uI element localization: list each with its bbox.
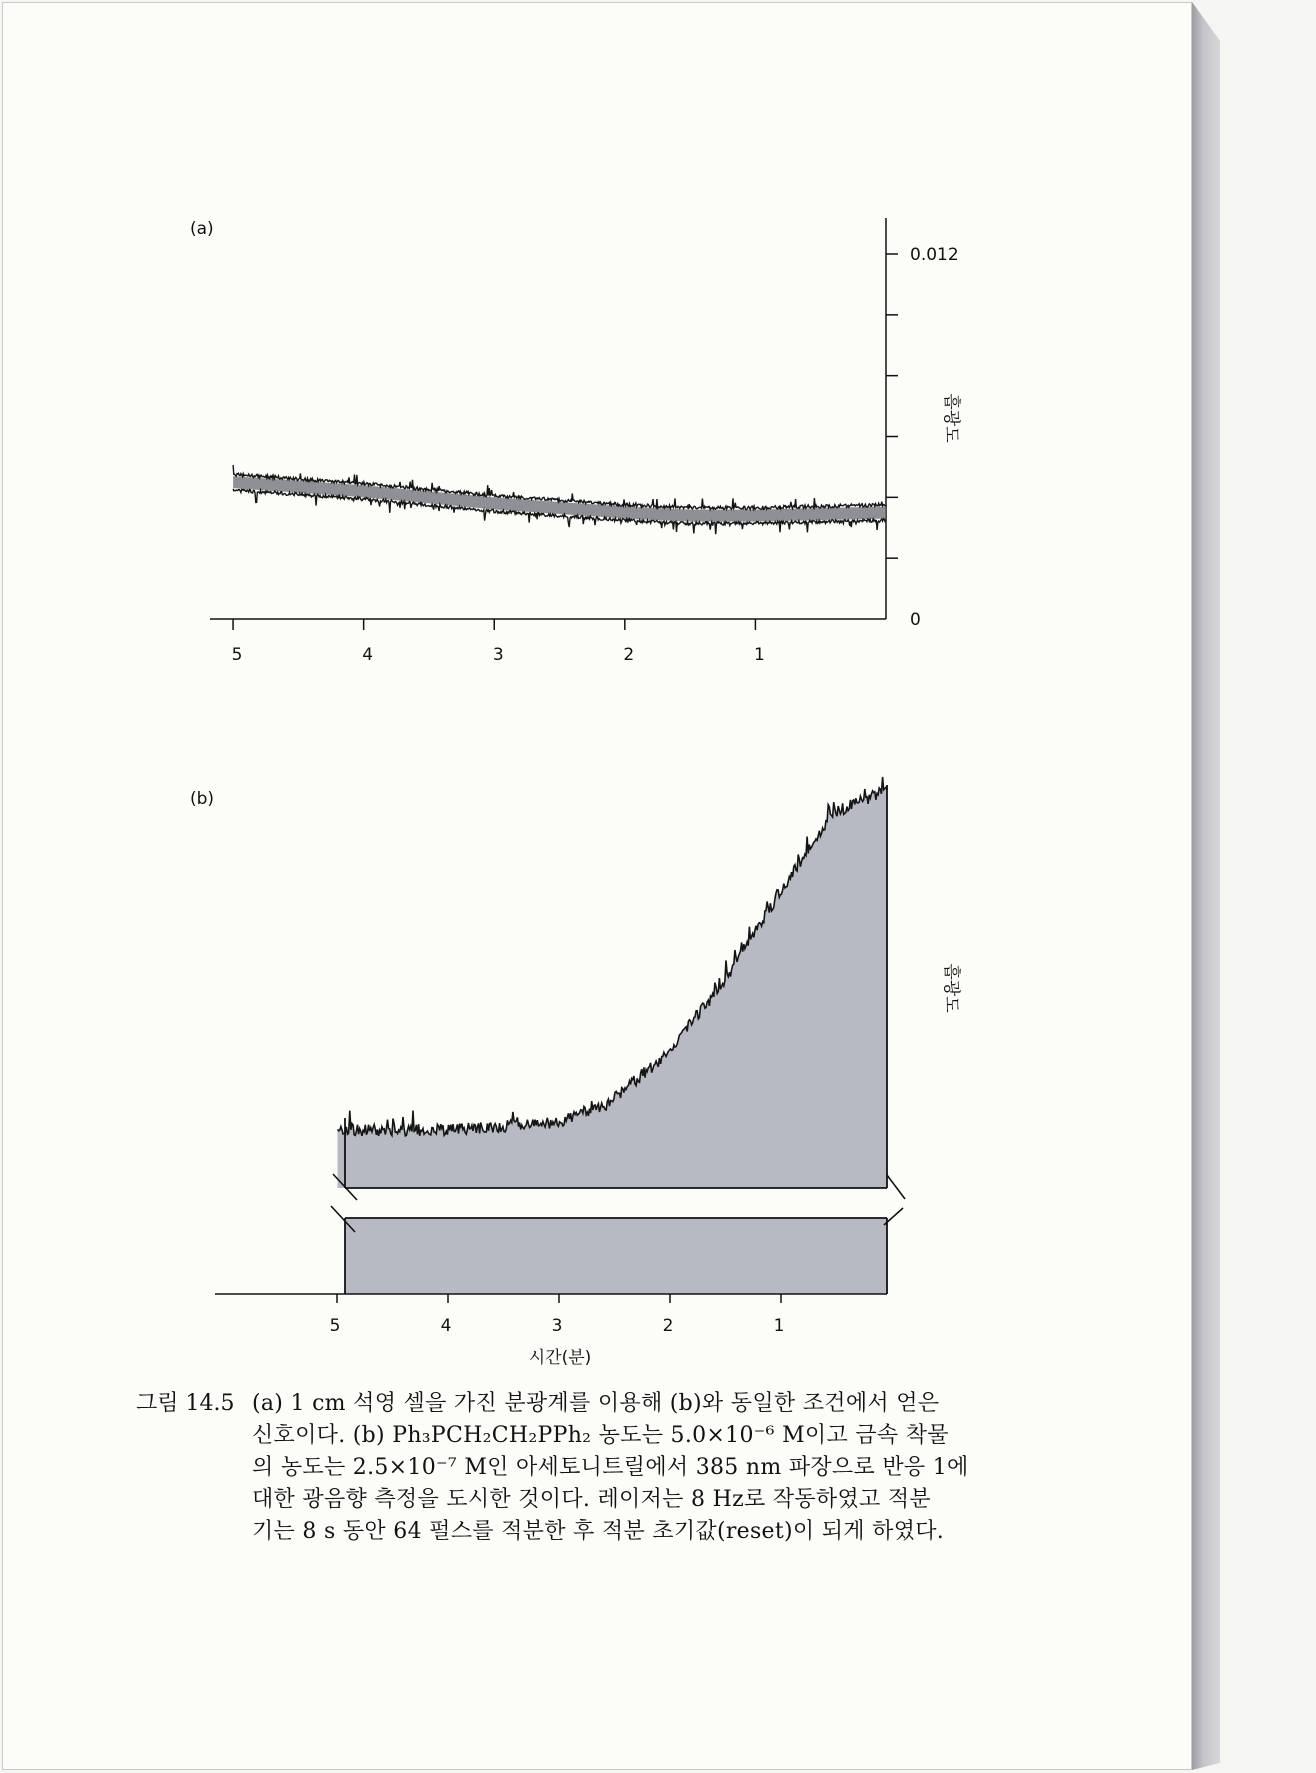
panel-b-x-tick-label: 4 bbox=[440, 1316, 452, 1336]
caption-line: 대한 광음향 측정을 도시한 것이다. 레이저는 8 Hz로 작동하였고 적분 bbox=[252, 1487, 931, 1512]
caption-label: 그림 14.5 bbox=[136, 1391, 235, 1416]
panel-a-y-tick-label-bottom: 0 bbox=[910, 610, 921, 630]
panel-a-x-tick-label: 5 bbox=[231, 645, 243, 665]
panel-b-x-axis-title: 시간(분) bbox=[528, 1348, 592, 1368]
figure-caption bbox=[136, 1388, 1006, 1548]
panel-b-x-tick-label: 5 bbox=[329, 1316, 341, 1336]
panel-b-x-tick-label: 2 bbox=[662, 1316, 674, 1336]
panel-a-label: (a) bbox=[190, 219, 214, 239]
panel-a-x-ticks bbox=[232, 619, 765, 665]
axis-break-mark-right-upper bbox=[887, 1175, 905, 1199]
panel-b-y-axis-title: 흡광도 bbox=[941, 963, 961, 1013]
panel-b bbox=[190, 777, 962, 1368]
panel-a-y-tick-label-top: 0.012 bbox=[910, 245, 959, 265]
panel-b-x-ticks bbox=[330, 1294, 785, 1336]
axis-break-mark-right-lower bbox=[884, 1208, 903, 1225]
caption-line: 신호이다. (b) Ph₃PCH₂CH₂PPh₂ 농도는 5.0×10⁻⁶ M이고 금속 착물 bbox=[252, 1423, 949, 1448]
caption-body bbox=[252, 1388, 1006, 1548]
panel-a bbox=[190, 218, 962, 665]
panel-b-signal-area-lower bbox=[345, 1218, 887, 1294]
panel-b-label: (b) bbox=[190, 789, 215, 809]
panel-b-signal-area-upper bbox=[338, 777, 888, 1188]
panel-a-y-ticks bbox=[886, 254, 898, 558]
panel-b-x-tick-label: 3 bbox=[551, 1316, 563, 1336]
caption-line: (a) 1 cm 석영 셀을 가진 분광계를 이용해 (b)와 동일한 조건에서 얻은 bbox=[252, 1391, 940, 1416]
panel-a-x-tick-label: 2 bbox=[623, 645, 635, 665]
panel-a-x-tick-label: 4 bbox=[362, 645, 374, 665]
caption-line: 의 농도는 2.5×10⁻⁷ M인 아세토니트릴에서 385 nm 파장으로 반응 1에 bbox=[252, 1455, 969, 1480]
panel-b-x-tick-label: 1 bbox=[773, 1316, 785, 1336]
panel-a-x-tick-label: 1 bbox=[753, 645, 765, 665]
caption-line: 기는 8 s 동안 64 펄스를 적분한 후 적분 초기값(reset)이 되게 하였다. bbox=[252, 1519, 945, 1544]
panel-a-y-axis-title: 흡광도 bbox=[941, 393, 961, 443]
panel-a-x-tick-label: 3 bbox=[492, 645, 504, 665]
